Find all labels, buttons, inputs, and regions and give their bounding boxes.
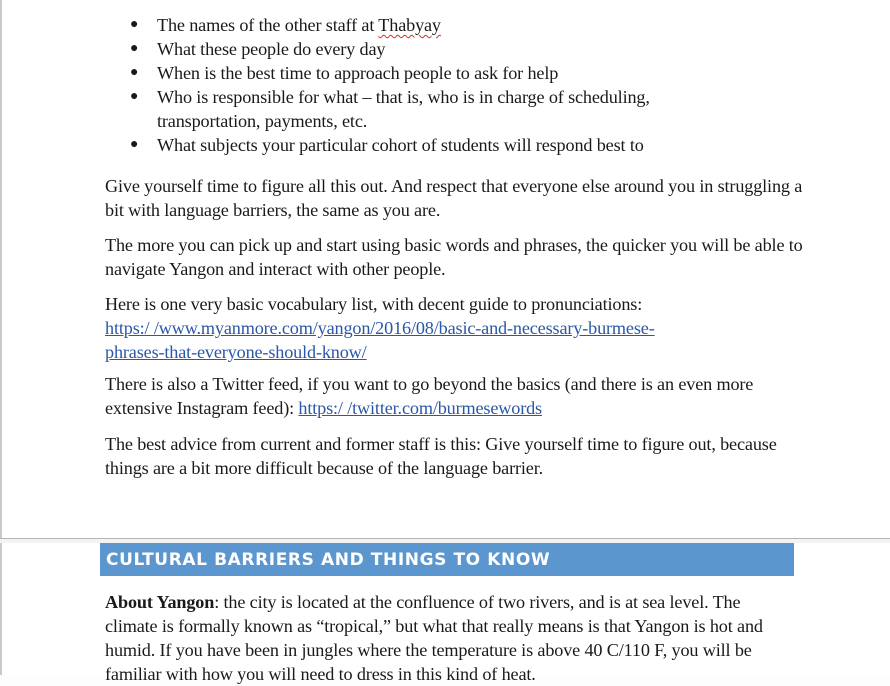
list-item-text: The names of the other staff at <box>157 15 379 35</box>
bullet-list <box>130 13 750 157</box>
section-title: CULTURAL BARRIERS AND THINGS TO KNOW <box>106 550 551 570</box>
list-item-text: Who is responsible for what – that is, who is in charge of scheduling, transportation, payments, etc. <box>157 87 650 131</box>
list-item <box>130 13 750 37</box>
about-yangon-label: About Yangon <box>105 592 215 612</box>
bullet-icon: ● <box>130 65 139 80</box>
bullet-icon: ● <box>130 17 139 32</box>
bullet-icon: ● <box>130 137 139 152</box>
list-item-text: What these people do every day <box>157 39 386 59</box>
paragraph-time-to-figure-out: Give yourself time to figure all this out. And respect that everyone else around you in struggling a bit with language barriers, the same as you are. <box>105 176 803 220</box>
list-item-text: When is the best time to approach people to ask for help <box>157 63 559 83</box>
paragraph-basic-words: The more you can pick up and start using basic words and phrases, the quicker you will be able to navigate Yangon and interact with other people. <box>105 235 803 279</box>
vocabulary-list-text: Here is one very basic vocabulary list, with decent guide to pronunciations: <box>105 294 643 314</box>
list-item-text: What subjects your particular cohort of students will respond best to <box>157 135 644 155</box>
paragraph-twitter-feed <box>105 372 805 420</box>
paragraph-vocabulary-list <box>105 292 805 364</box>
vocabulary-link-line-2[interactable]: phrases-that-everyone-should-know/ <box>105 342 367 362</box>
list-item <box>130 133 750 157</box>
list-item <box>130 85 750 133</box>
twitter-feed-link[interactable]: https:/ /twitter.com/burmesewords <box>298 398 542 418</box>
paragraph-best-advice: The best advice from current and former staff is this: Give yourself time to figure out, because things are a bit more difficult because of the language barrier. <box>105 434 777 478</box>
spellcheck-flagged-word[interactable]: Thabyay <box>378 15 441 35</box>
bullet-icon: ● <box>130 41 139 56</box>
list-item <box>130 37 750 61</box>
twitter-feed-text: There is also a Twitter feed, if you want to go beyond the basics (and there is an even more extensive Instagram feed): <box>105 374 754 418</box>
about-yangon-text: : the city is located at the confluence of two rivers, and is at sea level. The climate is formally known as “tropical,” but what that really means is that Yangon is hot and humid. If you have been in jungles where the temperature is above 40 C/110 F, you will be familiar with how you will need to dress in this kind of heat. <box>105 592 763 684</box>
paragraph-about-yangon <box>105 590 795 686</box>
vocabulary-link-line-1[interactable]: https:/ /www.myanmore.com/yangon/2016/08/basic-and-necessary-burmese- <box>105 318 655 338</box>
bullet-icon: ● <box>130 89 139 104</box>
vocabulary-list-link[interactable] <box>105 318 655 362</box>
list-item <box>130 61 750 85</box>
